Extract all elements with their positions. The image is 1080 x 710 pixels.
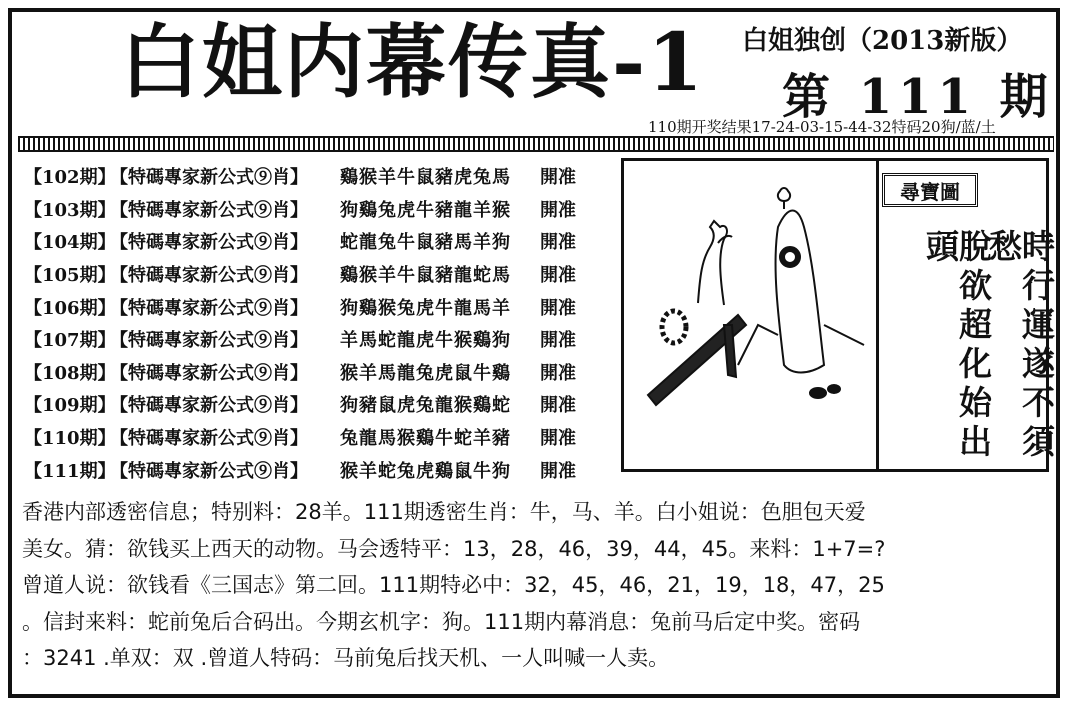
zodiac-cell: 鷄猴羊牛鼠豬龍蛇馬 [340,265,511,287]
message-line: ：3241 .单双：双 .曾道人特码：马前兔后找天机、一人叫喊一人卖。 [22,646,670,670]
history-table [24,160,604,486]
status-cell: 開准 [540,330,576,352]
message-line: 美女。猜：欲钱买上西天的动物。马会透特平：13，28，46，39，44，45。来料：1+7=? [22,536,886,561]
period-cell: 【109期】 [24,395,116,417]
history-row [24,193,604,226]
treasure-map-label: 尋寶圖 [882,173,978,207]
zodiac-cell: 兔龍馬猴鷄牛蛇羊豬 [340,428,511,450]
period-cell: 【105期】 [24,265,116,287]
history-row [24,421,604,454]
formula-cell: 【特碼專家新公式⑨肖】 [110,428,308,450]
formula-cell: 【特碼專家新公式⑨肖】 [110,330,308,352]
formula-cell: 【特碼專家新公式⑨肖】 [110,460,308,482]
period-cell: 【107期】 [24,330,116,352]
zodiac-cell: 鷄猴羊牛鼠豬虎兔馬 [340,167,511,189]
zodiac-cell: 蛇龍兔牛鼠豬馬羊狗 [340,232,511,254]
history-row [24,453,604,486]
history-row [24,290,604,323]
formula-cell: 【特碼專家新公式⑨肖】 [110,395,308,417]
status-cell: 開准 [540,428,576,450]
status-cell: 開准 [540,395,576,417]
formula-cell: 【特碼專家新公式⑨肖】 [110,232,308,254]
zodiac-cell: 猴羊蛇兔虎鷄鼠牛狗 [340,460,511,482]
history-row [24,388,604,421]
status-cell: 開准 [540,265,576,287]
message-line: 曾道人说：欲钱看《三国志》第二回。111期特必中：32，45，46，21，19，18，47，25 [22,573,885,597]
zodiac-cell: 猴羊馬龍兔虎鼠牛鷄 [340,362,511,384]
formula-cell: 【特碼專家新公式⑨肖】 [110,265,308,287]
status-cell: 開准 [540,199,576,221]
formula-cell: 【特碼專家新公式⑨肖】 [110,362,308,384]
period-cell: 【111期】 [24,460,116,482]
status-cell: 開准 [540,167,576,189]
period-cell: 【110期】 [24,428,116,450]
message-line: 。信封来料：蛇前兔后合码出。今期玄机字：狗。111期内幕消息：兔前马后定中奖。密码 [22,609,861,634]
message-block [22,494,1046,677]
treasure-sketch-image [628,165,872,465]
status-cell: 開准 [540,460,576,482]
period-cell: 【102期】 [24,167,116,189]
poem-right-column: 時行運遂不須愁 [984,229,1056,463]
period-cell: 【106期】 [24,297,116,319]
poem-left-column: 脫欲超化始出頭 [921,229,993,463]
formula-cell: 【特碼專家新公式⑨肖】 [110,167,308,189]
last-result: 110期开奖结果17-24-03-15-44-32特码20狗/蓝/土 [648,118,996,136]
status-cell: 開准 [540,297,576,319]
panel-divider [876,161,879,469]
history-row [24,356,604,389]
treasure-panel [621,158,1056,472]
zodiac-cell: 狗鷄兔虎牛豬龍羊猴 [340,199,511,221]
page-title: 白姐内幕传真-1 [120,15,705,109]
edition-label: 白姐独创（2013新版） [742,26,1023,56]
message-line: 香港内部透密信息；特别料：28羊。111期透密生肖：牛，马、羊。白小姐说：色胆包天爱 [22,500,866,524]
history-row [24,160,604,193]
separator-rule [18,136,1054,152]
status-cell: 開准 [540,232,576,254]
period-cell: 【104期】 [24,232,116,254]
zodiac-cell: 狗鷄猴兔虎牛龍馬羊 [340,297,511,319]
formula-cell: 【特碼專家新公式⑨肖】 [110,199,308,221]
zodiac-cell: 狗豬鼠虎兔龍猴鷄蛇 [340,395,511,417]
history-row [24,258,604,291]
issue-number: 第 111 期 [782,69,1054,125]
period-cell: 【103期】 [24,199,116,221]
formula-cell: 【特碼專家新公式⑨肖】 [110,297,308,319]
history-row [24,225,604,258]
zodiac-cell: 羊馬蛇龍虎牛猴鷄狗 [340,330,511,352]
history-row [24,323,604,356]
status-cell: 開准 [540,362,576,384]
period-cell: 【108期】 [24,362,116,384]
